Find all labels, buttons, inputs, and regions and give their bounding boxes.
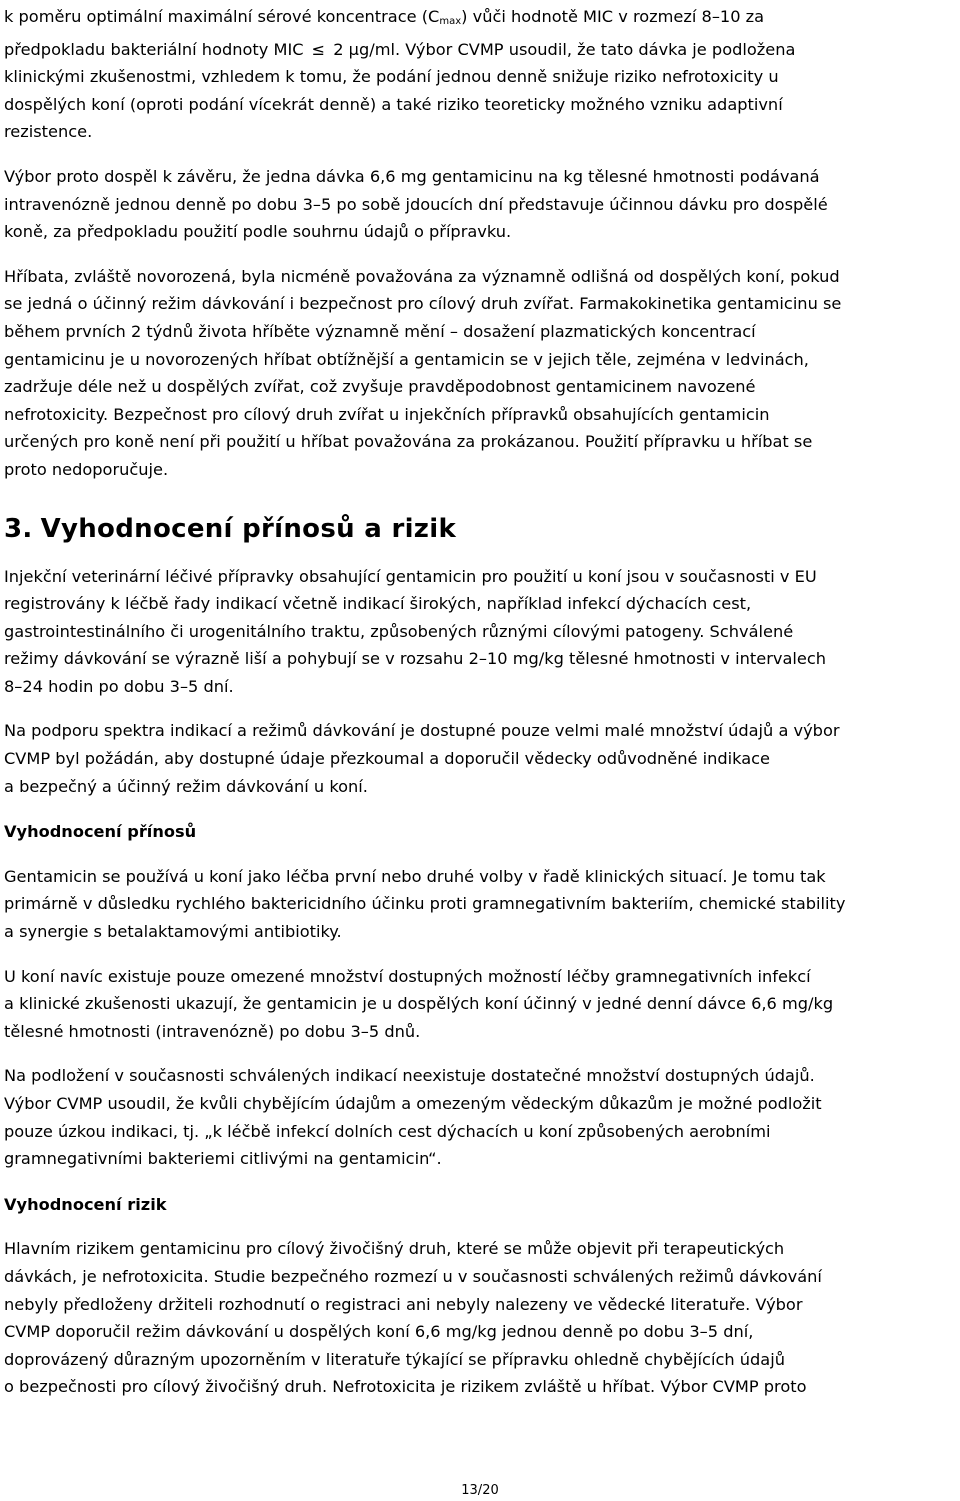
- text-line: během prvních 2 týdnů života hříběte významně mění – dosažení plazmatických koncentrací: [4, 321, 756, 341]
- text-line: zadržuje déle než u dospělých zvířat, což zvyšuje pravděpodobnost gentamicinem navozené: [4, 377, 756, 397]
- paragraph-foals: [4, 263, 956, 484]
- text-line: rezistence.: [4, 122, 93, 142]
- text-line: gastrointestinálního či urogenitálního traktu, způsobených různými cílovými patogeny. Schválené: [4, 621, 794, 641]
- intro-paragraph: [4, 3, 956, 146]
- text-line: předpokladu bakteriální hodnoty MIC: [4, 39, 309, 59]
- text-line: registrovány k léčbě řady indikací včetně indikací širokých, například infekcí dýchacích cest,: [4, 594, 752, 614]
- heading-risks: Vyhodnocení rizik: [4, 1194, 167, 1214]
- paragraph-support: [4, 717, 956, 800]
- text-line: Hlavním rizikem gentamicinu pro cílový živočišný druh, které se může objevit při terapeutických: [4, 1239, 785, 1259]
- text-line: gentamicinu je u novorozených hříbat obtížnější a gentamicin se v jejich těle, zejména v ledvinách,: [4, 349, 809, 369]
- text-line: proto nedoporučuje.: [4, 459, 169, 479]
- text-line: nefrotoxicity. Bezpečnost pro cílový druh zvířat u injekčních přípravků obsahujících gentamicin: [4, 404, 770, 424]
- text-line: intravenózně jednou denně po dobu 3–5 po sobě jdoucích dní představuje účinnou dávku pro dospělé: [4, 194, 828, 214]
- text-line: gramnegativními bakteriemi citlivými na gentamicin“.: [4, 1149, 442, 1169]
- text-line: se jedná o účinný režim dávkování i bezpečnost pro cílový druh zvířat. Farmakokinetika gentamicinu se: [4, 294, 842, 314]
- text-line: ) vůči hodnotě MIC v rozmezí 8–10 za: [461, 7, 765, 26]
- paragraph-risks: [4, 1235, 956, 1401]
- document-page: [4, 0, 956, 1401]
- text-line: nebyly předloženy držiteli rozhodnutí o registraci ani nebyly nalezeny ve vědecké literatuře. Výbor: [4, 1294, 803, 1314]
- paragraph-benefits-1: [4, 863, 956, 946]
- text-line: U koní navíc existuje pouze omezené množství dostupných možností léčby gramnegativních infekcí: [4, 966, 811, 986]
- text-line: pouze úzkou indikaci, tj. „k léčbě infekcí dolních cest dýchacích u koní způsobených aerobními: [4, 1121, 771, 1141]
- page-number: 13/20: [461, 1483, 499, 1498]
- text-line: a bezpečný a účinný režim dávkování u koní.: [4, 776, 368, 796]
- paragraph-injectables: [4, 563, 956, 701]
- text-line: CVMP doporučil režim dávkování u dospělých koní 6,6 mg/kg jednou denně po dobu 3–5 dní,: [4, 1322, 754, 1342]
- text-line: tělesné hmotnosti (intravenózně) po dobu 3–5 dnů.: [4, 1021, 421, 1041]
- section-title: Vyhodnocení přínosů a rizik: [40, 513, 457, 544]
- text-line: a klinické zkušenosti ukazují, že gentamicin je u dospělých koní účinný v jedné denní dávce 6,6 mg/kg: [4, 994, 834, 1014]
- text-line: doprovázený důrazným upozorněním v literatuře týkající se přípravku ohledně chybějících údajů: [4, 1349, 785, 1369]
- text-line: 8–24 hodin po dobu 3–5 dní.: [4, 676, 234, 696]
- paragraph-benefits-2: [4, 963, 956, 1046]
- text-line: dávkách, je nefrotoxicita. Studie bezpečného rozmezí u v současnosti schválených režimů dávkování: [4, 1266, 822, 1286]
- text-line: Na podložení v současnosti schválených indikací neexistuje dostatečné množství dostupných údajů.: [4, 1066, 815, 1086]
- text-line: Výbor proto dospěl k závěru, že jedna dávka 6,6 mg gentamicinu na kg tělesné hmotnosti podávaná: [4, 166, 820, 186]
- text-line: 2 µg/ml. Výbor CVMP usoudil, že tato dávka je podložena: [328, 39, 796, 59]
- text-line: klinickými zkušenostmi, vzhledem k tomu, že podání jednou denně snižuje riziko nefrotoxicity u: [4, 67, 779, 87]
- text-line: koně, za předpokladu použití podle souhrnu údajů o přípravku.: [4, 222, 512, 242]
- heading-benefits: Vyhodnocení přínosů: [4, 822, 197, 842]
- text-line: režimy dávkování se výrazně liší a pohybují se v rozsahu 2–10 mg/kg tělesné hmotnosti v intervalech: [4, 649, 826, 669]
- text-line: Gentamicin se používá u koní jako léčba první nebo druhé volby v řadě klinických situací. Je tomu tak: [4, 866, 826, 886]
- section-heading: [4, 512, 956, 546]
- text-line: Hříbata, zvláště novorozená, byla nicméně považována za významně odlišná od dospělých koní, pokud: [4, 266, 840, 286]
- text-line: k poměru optimální maximální sérové koncentrace (C: [4, 7, 440, 26]
- text-line: o bezpečnosti pro cílový živočišný druh. Nefrotoxicita je rizikem zvláště u hříbat. Výbor CVMP proto: [4, 1377, 807, 1397]
- text-line: a synergie s betalaktamovými antibiotiky.: [4, 922, 342, 942]
- text-line: dospělých koní (oproti podání vícekrát denně) a také riziko teoreticky možného vzniku adaptivní: [4, 94, 783, 114]
- text-line: Výbor CVMP usoudil, že kvůli chybějícím údajům a omezeným vědeckým důkazům je možné podložit: [4, 1094, 822, 1113]
- paragraph-benefits-3: [4, 1062, 956, 1172]
- text-line: CVMP byl požádán, aby dostupné údaje přezkoumal a doporučil vědecky odůvodněné indikace: [4, 749, 770, 769]
- subscript-max: max: [439, 16, 462, 27]
- text-line: Na podporu spektra indikací a režimů dávkování je dostupné pouze velmi malé množství údajů a výbor: [4, 721, 840, 741]
- text-line: určených pro koně není při použití u hříbat považována za prokázanou. Použití přípravku u hříbat se: [4, 432, 813, 452]
- section-number: 3.: [4, 513, 33, 544]
- less-or-equal-symbol: ≤: [311, 39, 326, 59]
- text-line: Injekční veterinární léčivé přípravky obsahující gentamicin pro použití u koní jsou v současnosti v EU: [4, 566, 817, 586]
- paragraph-dose: [4, 163, 956, 246]
- text-line: primárně v důsledku rychlého baktericidního účinku proti gramnegativním bakteriím, chemické stability: [4, 894, 846, 914]
